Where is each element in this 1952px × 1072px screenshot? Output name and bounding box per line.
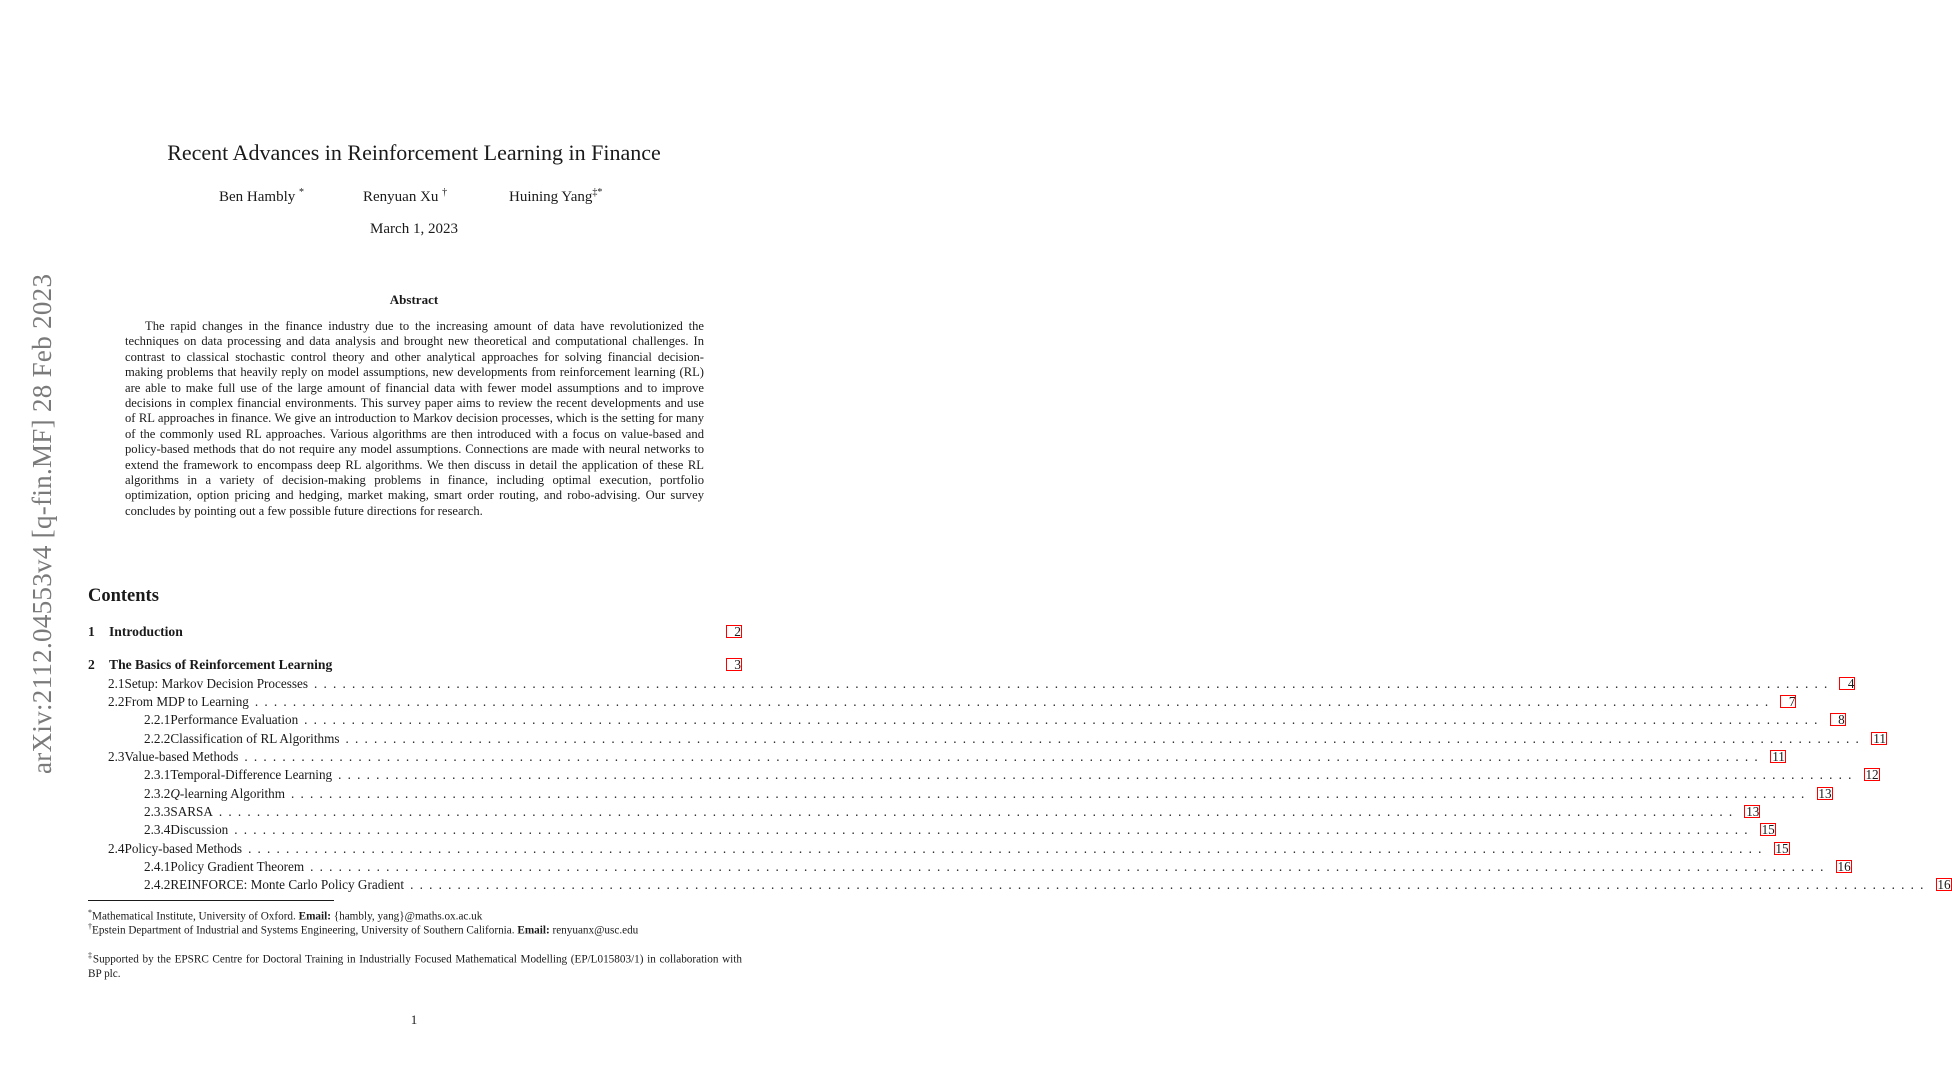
toc-section-title: From MDP to Learning <box>124 694 249 709</box>
paper-date: March 1, 2023 <box>370 221 458 237</box>
toc-section-number: 2 <box>88 657 95 672</box>
toc-section-number: 1 <box>88 624 95 639</box>
page-number: 1 <box>410 1012 418 1027</box>
toc-section-number: 2.4.1 <box>144 859 171 874</box>
toc-entry[interactable] <box>88 712 1845 730</box>
email-label: Email: <box>517 924 550 937</box>
footnote-mark: * <box>88 908 92 917</box>
footnote-affiliation-usc <box>88 920 742 938</box>
footnote-email: {hambly, yang}@maths.ox.ac.uk <box>333 910 483 923</box>
toc-page-link[interactable]: 3 <box>726 658 742 671</box>
author-name: Renyuan Xu <box>363 189 439 205</box>
toc-section-title: Policy-based Methods <box>124 841 243 856</box>
abstract-body: The rapid changes in the finance industry due to the increasing amount of data have revolutionized the techniques on data processing and data analysis and brought new theoretical and computational challenges. In contrast to classical stochastic control theory and other analytical approaches for solving financial decision-making problems that heavily reply on model assumptions, new developments from reinforcement learning (RL) are able to make full use of the large amount of financial data with fewer model assumptions and to improve decisions in complex financial environments. This survey paper aims to review the recent developments and use of RL approaches in finance. We give an introduction to Markov decision processes, which is the setting for many of the commonly used RL approaches. Various algorithms are then introduced with a focus on value-based and policy-based methods that do not require any model assumptions. Connections are made with neural networks to extend the framework to encompass deep RL algorithms. We then discuss in detail the application of these RL algorithms in a variety of decision-making problems in finance, including optimal execution, portfolio optimization, option pricing and hedging, market making, smart order routing, and robo-advising. Our survey concludes by pointing out a few possible future directions for research. <box>125 319 704 518</box>
toc-section-number: 2.3 <box>108 749 125 764</box>
footnote-email: renyuanx@usc.edu <box>552 924 639 937</box>
toc-section-number: 2.3.4 <box>144 822 171 837</box>
footnote-funding <box>88 949 742 982</box>
toc-leader-dots: ................................................................................................................................................................ <box>291 786 1811 801</box>
toc-section-title: Temporal-Difference Learning <box>170 767 333 782</box>
toc-page-link[interactable]: 8 <box>1830 713 1846 726</box>
toc-entry[interactable] <box>88 786 1832 804</box>
toc-leader-dots: ................................................................................................................................................................ <box>310 859 1830 874</box>
toc-leader-dots: ................................................................................................................................................................ <box>338 767 1858 782</box>
toc-entry[interactable] <box>88 731 1886 749</box>
toc-entry[interactable] <box>88 657 742 675</box>
toc-entry[interactable] <box>88 804 1760 822</box>
author-footnote-mark[interactable]: ‡* <box>592 187 603 198</box>
toc-section-title: Performance Evaluation <box>170 712 299 727</box>
toc-section-title: The Basics of Reinforcement Learning <box>109 657 333 672</box>
arxiv-identifier-stamp: arXiv:2112.04553v4 [q-fin.MF] 28 Feb 2023 <box>27 273 57 774</box>
toc-entry[interactable] <box>88 676 1855 694</box>
toc-section-number: 2.2.1 <box>144 712 171 727</box>
toc-leader-dots: ................................................................................................................................................................ <box>248 841 1768 856</box>
toc-page-link[interactable]: 16 <box>1837 859 1851 874</box>
toc-entry[interactable] <box>88 822 1775 840</box>
toc-entry[interactable] <box>88 767 1879 785</box>
toc-leader-dots: ................................................................................................................................................................ <box>244 749 1764 764</box>
toc-entry[interactable] <box>88 877 1951 895</box>
toc-section-title: REINFORCE: Monte Carlo Policy Gradient <box>170 877 405 892</box>
author-name: Huining Yang <box>509 189 593 205</box>
toc-page-link[interactable]: 16 <box>1937 877 1951 892</box>
toc-entry[interactable] <box>88 841 1789 859</box>
toc-page-link[interactable]: 13 <box>1818 786 1832 801</box>
toc-entry[interactable] <box>88 859 1851 877</box>
toc-page-link[interactable]: 7 <box>1780 695 1796 708</box>
toc-page-link[interactable]: 4 <box>1839 677 1855 690</box>
footnote-text: Supported by the EPSRC Centre for Doctoral Training in Industrially Focused Mathematical Modelling (EP/L015803/1) in collaboration with BP plc. <box>88 953 742 981</box>
toc-leader-dots: ................................................................................................................................................................ <box>304 712 1824 727</box>
author-xu <box>363 187 447 206</box>
toc-leader-dots: ................................................................................................................................................................ <box>234 822 1754 837</box>
toc-page-link[interactable]: 15 <box>1761 822 1775 837</box>
toc-page-link[interactable]: 15 <box>1775 841 1789 856</box>
toc-section-title: Policy Gradient Theorem <box>170 859 305 874</box>
toc-section-number: 2.3.1 <box>144 767 171 782</box>
toc-section-title: Q-learning Algorithm <box>170 786 286 801</box>
toc-page-link[interactable]: 11 <box>1770 750 1786 763</box>
toc-page-link[interactable]: 12 <box>1865 767 1879 782</box>
footnote-text: Epstein Department of Industrial and Systems Engineering, University of Southern California. <box>92 924 515 937</box>
toc-entry[interactable] <box>88 749 1785 767</box>
toc-leader-dots: ................................................................................................................................................................ <box>345 731 1865 746</box>
toc-entry[interactable] <box>88 694 1796 712</box>
toc-section-number: 2.3.2 <box>144 786 171 801</box>
author-yang <box>509 187 602 206</box>
author-hambly <box>219 187 304 206</box>
toc-section-title: Value-based Methods <box>124 749 239 764</box>
author-footnote-mark[interactable]: * <box>299 187 304 198</box>
toc-section-title: Setup: Markov Decision Processes <box>124 676 308 691</box>
author-footnote-mark[interactable]: † <box>442 187 448 198</box>
toc-section-number: 2.1 <box>108 676 125 691</box>
toc-entry[interactable] <box>88 624 742 642</box>
footnote-mark: ‡ <box>88 951 93 960</box>
toc-leader-dots: ................................................................................................................................................................ <box>313 676 1834 691</box>
toc-section-title: Introduction <box>109 624 183 639</box>
email-label: Email: <box>298 910 331 923</box>
footnote-divider <box>88 900 334 901</box>
toc-section-title: Discussion <box>170 822 229 837</box>
toc-section-number: 2.4 <box>108 841 125 856</box>
toc-page-link[interactable]: 13 <box>1746 804 1760 819</box>
toc-page-link[interactable]: 2 <box>726 625 742 638</box>
footnote-mark: † <box>88 922 92 931</box>
toc-section-number: 2.3.3 <box>144 804 171 819</box>
contents-heading: Contents <box>88 586 159 606</box>
paper-title: Recent Advances in Reinforcement Learning in Finance <box>167 140 661 165</box>
toc-leader-dots: ................................................................................................................................................................ <box>254 694 1775 709</box>
toc-section-title: SARSA <box>170 804 213 819</box>
toc-leader-dots: ................................................................................................................................................................ <box>410 877 1930 892</box>
toc-section-number: 2.2 <box>108 694 125 709</box>
toc-section-number: 2.2.2 <box>144 731 171 746</box>
footnote-text: Mathematical Institute, University of Oxford. <box>92 910 296 923</box>
toc-section-title: Classification of RL Algorithms <box>170 731 340 746</box>
author-name: Ben Hambly <box>219 189 296 205</box>
abstract-heading: Abstract <box>389 292 439 307</box>
toc-leader-dots: ................................................................................................................................................................ <box>218 804 1739 819</box>
toc-page-link[interactable]: 11 <box>1871 732 1887 745</box>
toc-section-number: 2.4.2 <box>144 877 171 892</box>
